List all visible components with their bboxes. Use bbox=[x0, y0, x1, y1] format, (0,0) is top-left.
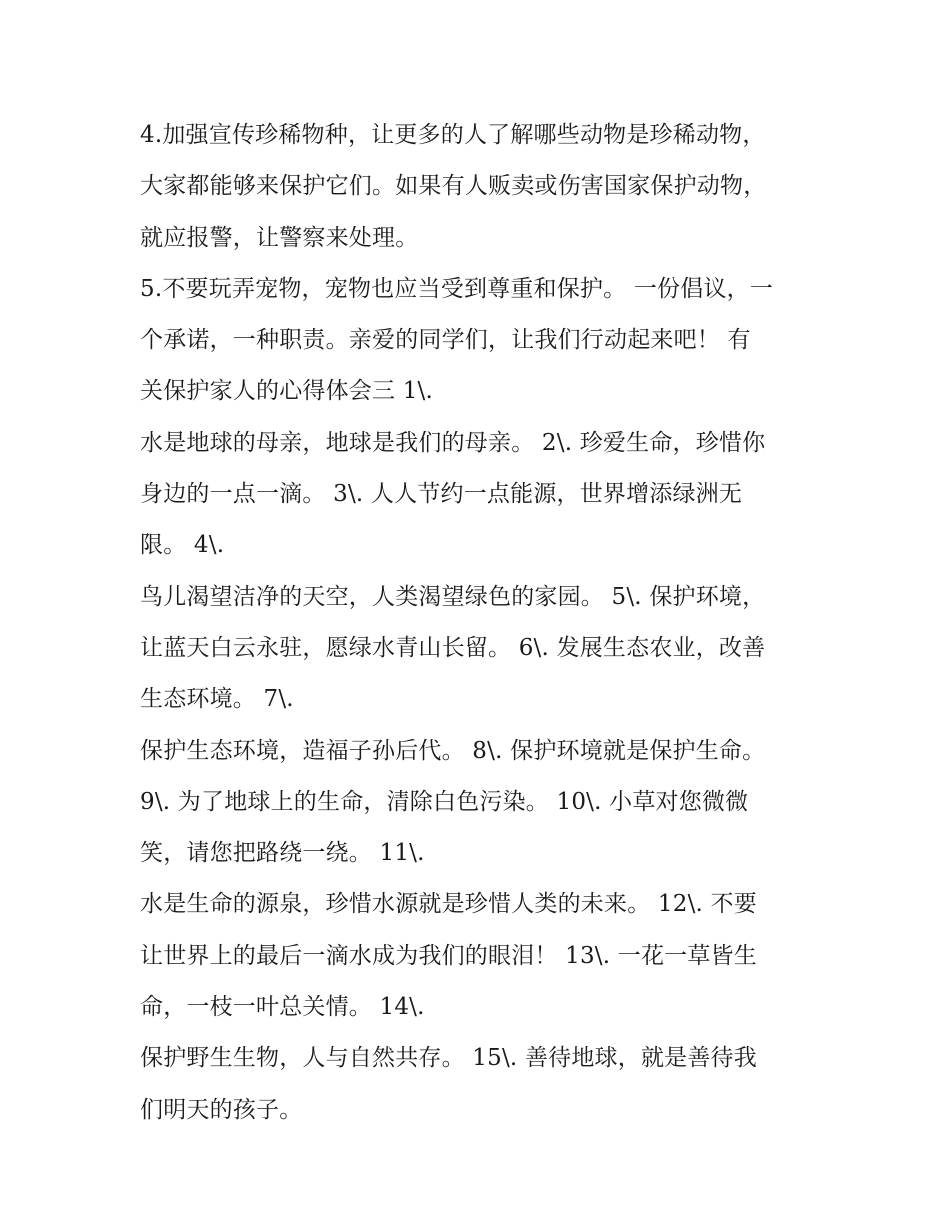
document-body bbox=[140, 110, 830, 1136]
text-line: 大家都能够来保护它们。如果有人贩卖或伤害国家保护动物， bbox=[140, 173, 767, 200]
text-line: 们明天的孩子。 bbox=[140, 1096, 303, 1123]
text-line: 鸟儿渴望洁净的天空，人类渴望绿色的家园。 5\. 保护环境， bbox=[140, 583, 766, 610]
text-line: 就应报警，让警察来处理。 bbox=[140, 224, 419, 251]
text-line: 保护生态环境，造福子孙后代。 8\. 保护环境就是保护生命。 bbox=[140, 737, 766, 764]
text-line: 4.加强宣传珍稀物种，让更多的人了解哪些动物是珍稀动物， bbox=[140, 122, 766, 148]
text-line: 保护野生生物，人与自然共存。 15\. 善待地球，就是善待我 bbox=[140, 1045, 757, 1072]
text-line: 身边的一点一滴。 3\. 人人节约一点能源，世界增添绿洲无 bbox=[140, 481, 743, 508]
text-line: 命，一枝一叶总关情。 14\. bbox=[140, 994, 425, 1021]
text-line: 关保护家人的心得体会三 1\. bbox=[140, 378, 434, 405]
text-line: 笑，请您把路绕一绕。 11\. bbox=[140, 840, 425, 867]
text-line: 水是地球的母亲，地球是我们的母亲。 2\. 珍爱生命，珍惜你 bbox=[140, 429, 766, 456]
text-line: 让世界上的最后一滴水成为我们的眼泪！ 13\. 一花一草皆生 bbox=[140, 942, 757, 969]
text-line: 水是生命的源泉，珍惜水源就是珍惜人类的未来。 12\. 不要 bbox=[140, 891, 757, 918]
text-line: 个承诺，一种职责。亲爱的同学们，让我们行动起来吧！ 有 bbox=[140, 327, 751, 354]
text-line: 限。 4\. bbox=[140, 532, 225, 559]
text-line: 9\. 为了地球上的生命，清除白色污染。 10\. 小草对您微微 bbox=[140, 788, 749, 815]
text-line: 让蓝天白云永驻，愿绿水青山长留。 6\. 发展生态农业，改善 bbox=[140, 634, 766, 661]
text-line: 生态环境。 7\. bbox=[140, 686, 294, 713]
text-line: 5.不要玩弄宠物，宠物也应当受到尊重和保护。 一份倡议，一 bbox=[140, 275, 774, 302]
